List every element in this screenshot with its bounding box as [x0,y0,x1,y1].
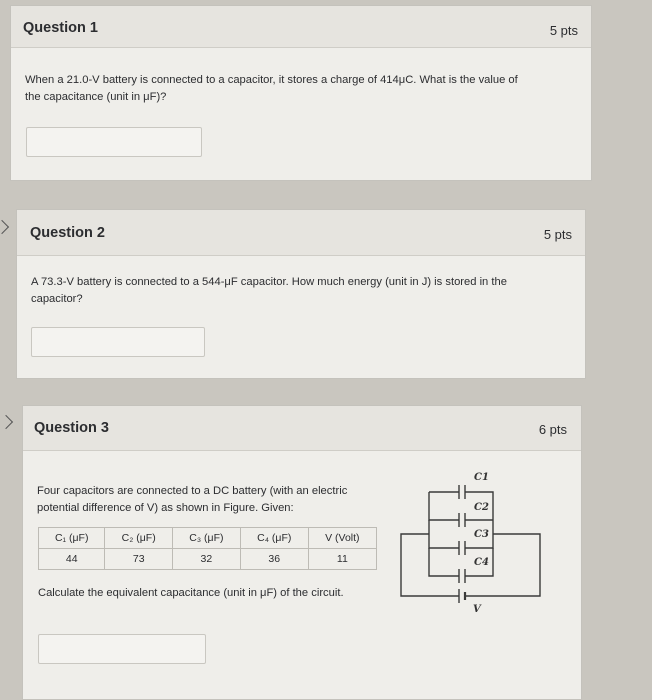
circuit-diagram [395,464,545,624]
question-2-answer-input[interactable] [31,327,205,357]
question-2-points: 5 pts [543,227,572,242]
question-3-header [23,406,581,451]
collapse-arrow-icon[interactable] [0,220,9,234]
c3-label: C3 [474,529,489,540]
question-2-title: Question 2 [30,225,105,241]
question-3-points: 6 pts [538,422,567,437]
table-cell: 11 [308,549,376,570]
question-3-question: Calculate the equivalent capacitance (unit in μF) of the circuit. [38,587,344,599]
c1-label: C1 [474,472,489,483]
question-2-card [16,209,586,379]
table-header-cell: C₁ (μF) [39,528,105,549]
c2-label: C2 [474,502,489,513]
question-3-prompt: Four capacitors are connected to a DC battery (with an electric potential difference of V) as shown in Figure. Given: [37,485,348,514]
table-header-cell: C₄ (μF) [240,528,308,549]
collapse-arrow-icon[interactable] [0,415,13,429]
table-header-row [39,528,377,549]
question-1-points: 5 pts [549,23,578,38]
table-header-cell: V (Volt) [308,528,376,549]
table-cell: 44 [39,549,105,570]
table-cell: 73 [105,549,173,570]
question-3-title: Question 3 [34,420,109,436]
table-row [39,549,377,570]
question-2-header [17,210,585,256]
question-1-card [10,5,592,181]
table-cell: 32 [172,549,240,570]
question-1-header [11,6,591,48]
question-1-title: Question 1 [23,20,98,36]
question-3-card [22,405,582,700]
question-3-answer-input[interactable] [38,634,206,664]
battery-label: V [473,604,481,615]
table-header-cell: C₃ (μF) [172,528,240,549]
question-2-prompt: A 73.3-V battery is connected to a 544-μF capacitor. How much energy (unit in J) is stored in the capacitor? [31,276,507,305]
question-1-answer-input[interactable] [26,127,202,157]
c4-label: C4 [474,557,489,568]
question-1-prompt: When a 21.0-V battery is connected to a capacitor, it stores a charge of 414μC. What is the value of the capacitance (unit in μF)? [25,74,518,103]
table-cell: 36 [240,549,308,570]
table-header-cell: C₂ (μF) [105,528,173,549]
given-values-table [38,527,377,570]
